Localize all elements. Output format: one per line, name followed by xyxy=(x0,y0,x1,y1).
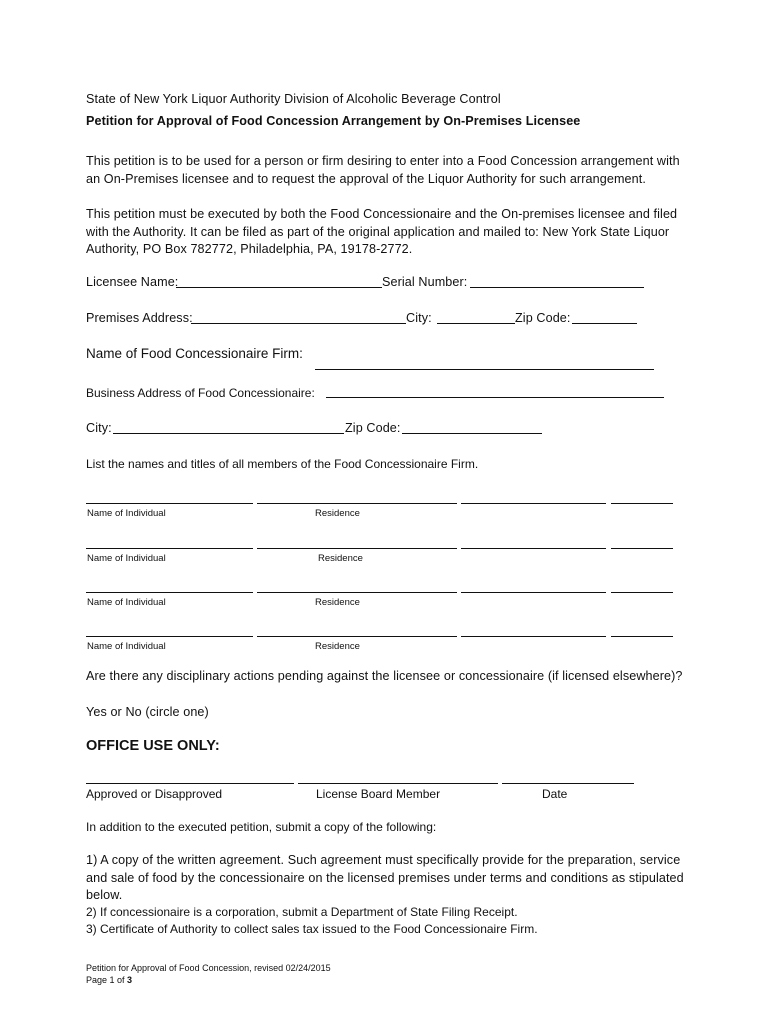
disciplinary-question: Are there any disciplinary actions pending against the licensee or concessionaire (if licensed elsewhere)? xyxy=(86,669,683,683)
serial-number-label: Serial Number: xyxy=(382,275,468,289)
member-residence-label: Residence xyxy=(318,553,363,564)
zip-code-field[interactable] xyxy=(572,323,637,324)
licensee-name-label: Licensee Name: xyxy=(86,275,179,289)
business-zip-field[interactable] xyxy=(402,433,542,434)
date-field[interactable] xyxy=(502,783,634,784)
member-extra-field[interactable] xyxy=(461,636,606,637)
business-zip-label: Zip Code: xyxy=(345,421,401,435)
member-residence-field[interactable] xyxy=(257,636,457,637)
office-use-heading: OFFICE USE ONLY: xyxy=(86,738,220,754)
business-address-field[interactable] xyxy=(326,397,664,398)
member-extra-field[interactable] xyxy=(461,592,606,593)
business-city-label: City: xyxy=(86,421,112,435)
submit-item-2: 2) If concessionaire is a corporation, submit a Department of State Filing Receipt. xyxy=(86,905,518,919)
city-label: City: xyxy=(406,311,432,325)
member-residence-field[interactable] xyxy=(257,592,457,593)
premises-address-field[interactable] xyxy=(191,323,406,324)
submit-item-1: 1) A copy of the written agreement. Such agreement must specifically provide for the preparation, service and sale of food by the concessionaire on the licensed premises under terms and conditions as stipulated below. xyxy=(86,853,684,902)
member-residence-label: Residence xyxy=(315,597,360,608)
zip-code-label: Zip Code: xyxy=(515,311,571,325)
member-name-field[interactable] xyxy=(86,592,253,593)
member-name-label: Name of Individual xyxy=(87,641,166,652)
intro-paragraph-1: This petition is to be used for a person or firm desiring to enter into a Food Concession arrangement with an On-Premises licensee and to request the approval of the Liquor Authority for such arrangement. xyxy=(86,154,680,186)
intro-paragraph-2: This petition must be executed by both the Food Concessionaire and the On-premises licensee and filed with the Authority. It can be filed as part of the original application and mailed to: New York State Liquor Authority, PO Box 782772, Philadelphia, PA, 19178-2772. xyxy=(86,207,678,256)
member-title-field[interactable] xyxy=(611,636,673,637)
member-name-field[interactable] xyxy=(86,503,253,504)
member-title-field[interactable] xyxy=(611,503,673,504)
board-member-field[interactable] xyxy=(298,783,498,784)
member-title-field[interactable] xyxy=(611,548,673,549)
member-residence-field[interactable] xyxy=(257,503,457,504)
page-total: 3 xyxy=(127,975,133,985)
member-name-label: Name of Individual xyxy=(87,553,166,564)
serial-number-field[interactable] xyxy=(470,287,644,288)
concessionaire-firm-field[interactable] xyxy=(315,369,654,370)
members-instruction: List the names and titles of all members of the Food Concessionaire Firm. xyxy=(86,457,479,471)
concessionaire-firm-label: Name of Food Concessionaire Firm: xyxy=(86,346,303,361)
page-prefix: Page 1 of xyxy=(86,975,128,985)
submit-intro: In addition to the executed petition, submit a copy of the following: xyxy=(86,820,437,834)
member-name-label: Name of Individual xyxy=(87,508,166,519)
date-label: Date xyxy=(542,787,568,801)
city-field[interactable] xyxy=(437,323,515,324)
page-number xyxy=(86,975,132,985)
premises-address-label: Premises Address: xyxy=(86,311,193,325)
member-name-label: Name of Individual xyxy=(87,597,166,608)
approval-field[interactable] xyxy=(86,783,294,784)
member-residence-label: Residence xyxy=(315,641,360,652)
agency-name: State of New York Liquor Authority Division of Alcoholic Beverage Control xyxy=(86,92,501,106)
member-residence-field[interactable] xyxy=(257,548,457,549)
member-title-field[interactable] xyxy=(611,592,673,593)
submit-item-3: 3) Certificate of Authority to collect sales tax issued to the Food Concessionaire Firm. xyxy=(86,922,538,936)
member-extra-field[interactable] xyxy=(461,503,606,504)
board-member-label: License Board Member xyxy=(316,787,441,801)
business-city-field[interactable] xyxy=(113,433,344,434)
form-revision: Petition for Approval of Food Concession, revised 02/24/2015 xyxy=(86,963,331,973)
member-name-field[interactable] xyxy=(86,548,253,549)
member-residence-label: Residence xyxy=(315,508,360,519)
approval-label: Approved or Disapproved xyxy=(86,787,223,801)
member-name-field[interactable] xyxy=(86,636,253,637)
licensee-name-field[interactable] xyxy=(176,287,382,288)
form-title: Petition for Approval of Food Concession Arrangement by On-Premises Licensee xyxy=(86,114,581,128)
business-address-label: Business Address of Food Concessionaire: xyxy=(86,386,315,400)
yes-no-hint: Yes or No (circle one) xyxy=(86,705,209,719)
member-extra-field[interactable] xyxy=(461,548,606,549)
